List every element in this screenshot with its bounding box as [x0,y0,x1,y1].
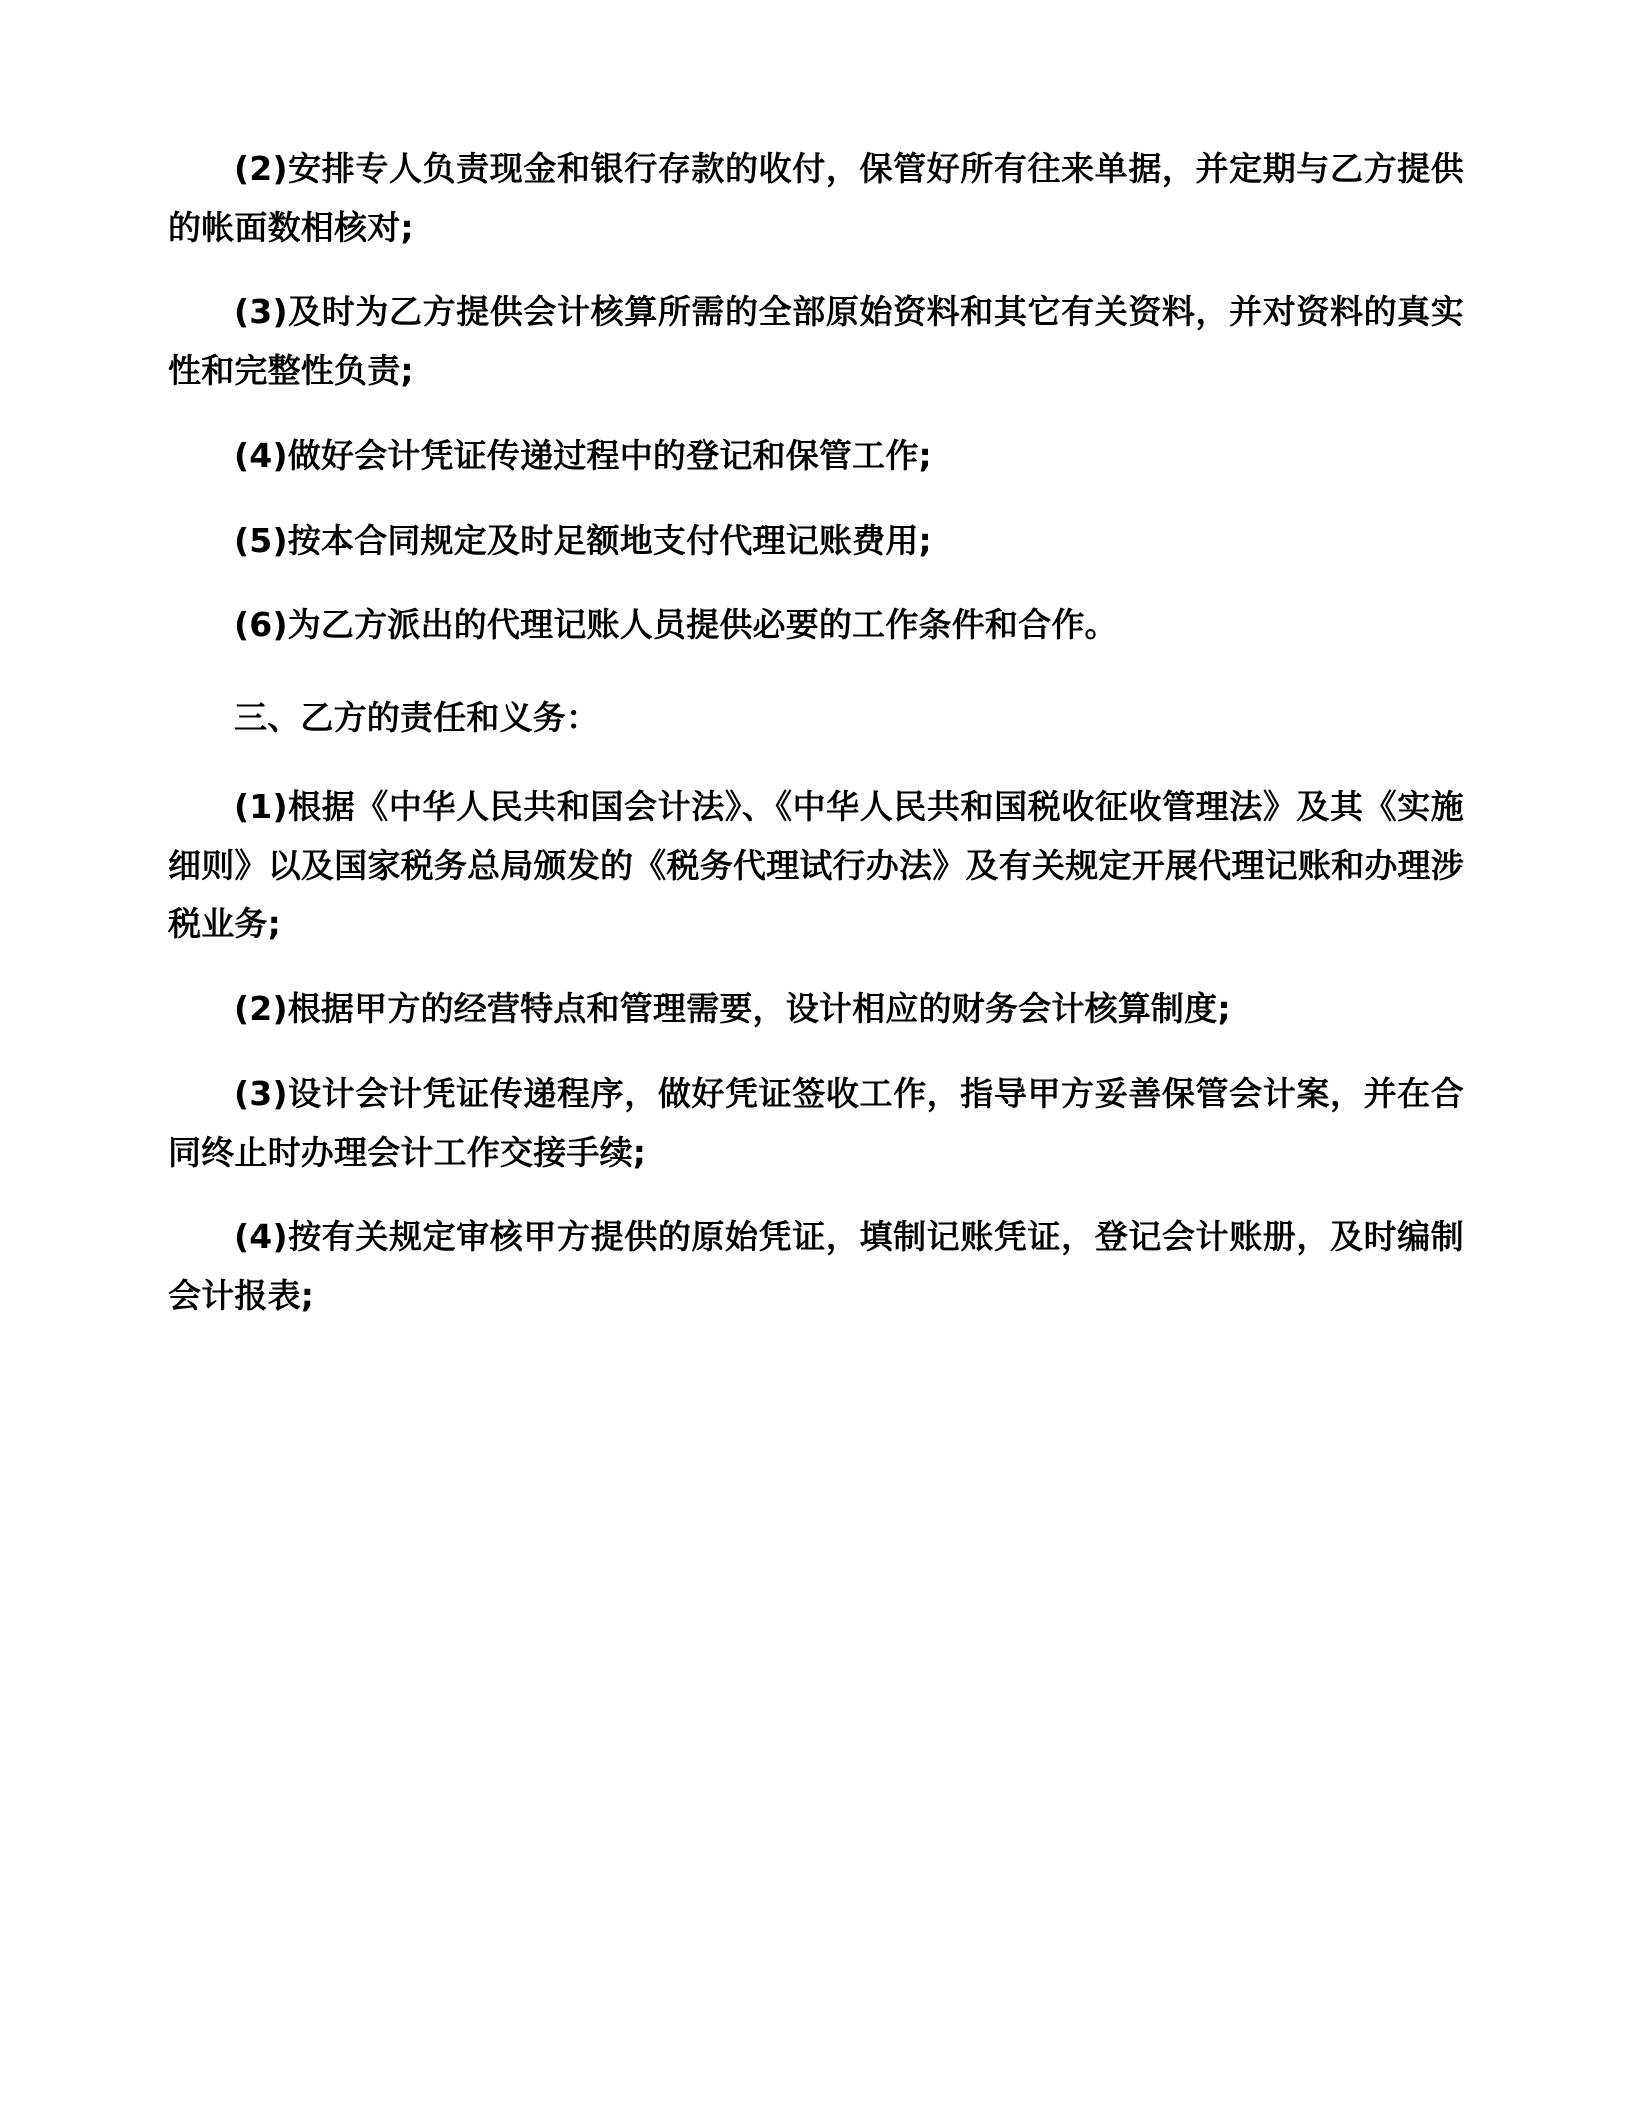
section-heading-three: 三、乙方的责任和义务： [234,698,600,738]
paragraph-item-b3: (3)设计会计凭证传递程序，做好凭证签收工作，指导甲方妥善保管会计案，并在合同终止时办理会计工作交接手续; [168,1073,1464,1172]
paragraph-item-b4: (4)按有关规定审核甲方提供的原始凭证，填制记账凭证，登记会计账册，及时编制会计报表; [168,1217,1464,1316]
paragraph-item-a3: (3)及时为乙方提供会计核算所需的全部原始资料和其它有关资料，并对资料的真实性和完整性负责; [168,292,1464,391]
paragraph-item-a4: (4)做好会计凭证传递过程中的登记和保管工作; [234,435,932,475]
paragraph-item-a6: (6)为乙方派出的代理记账人员提供必要的工作条件和合作。 [234,605,1118,645]
paragraph-item-b2: (2)根据甲方的经营特点和管理需要，设计相应的财务会计核算制度; [234,989,1231,1029]
paragraph-item-a5: (5)按本合同规定及时足额地支付代理记账费用; [234,520,932,560]
paragraph-item-b1: (1)根据《中华人民共和国会计法》、《中华人民共和国税收征收管理法》及其《实施细则》以及国家税务总局颁发的《税务代理试行办法》及有关规定开展代理记账和办理涉税业务; [168,786,1464,944]
document-body [168,140,1464,1326]
paragraph-item-a2: (2)安排专人负责现金和银行存款的收付，保管好所有往来单据，并定期与乙方提供的帐面数相核对; [168,149,1464,247]
